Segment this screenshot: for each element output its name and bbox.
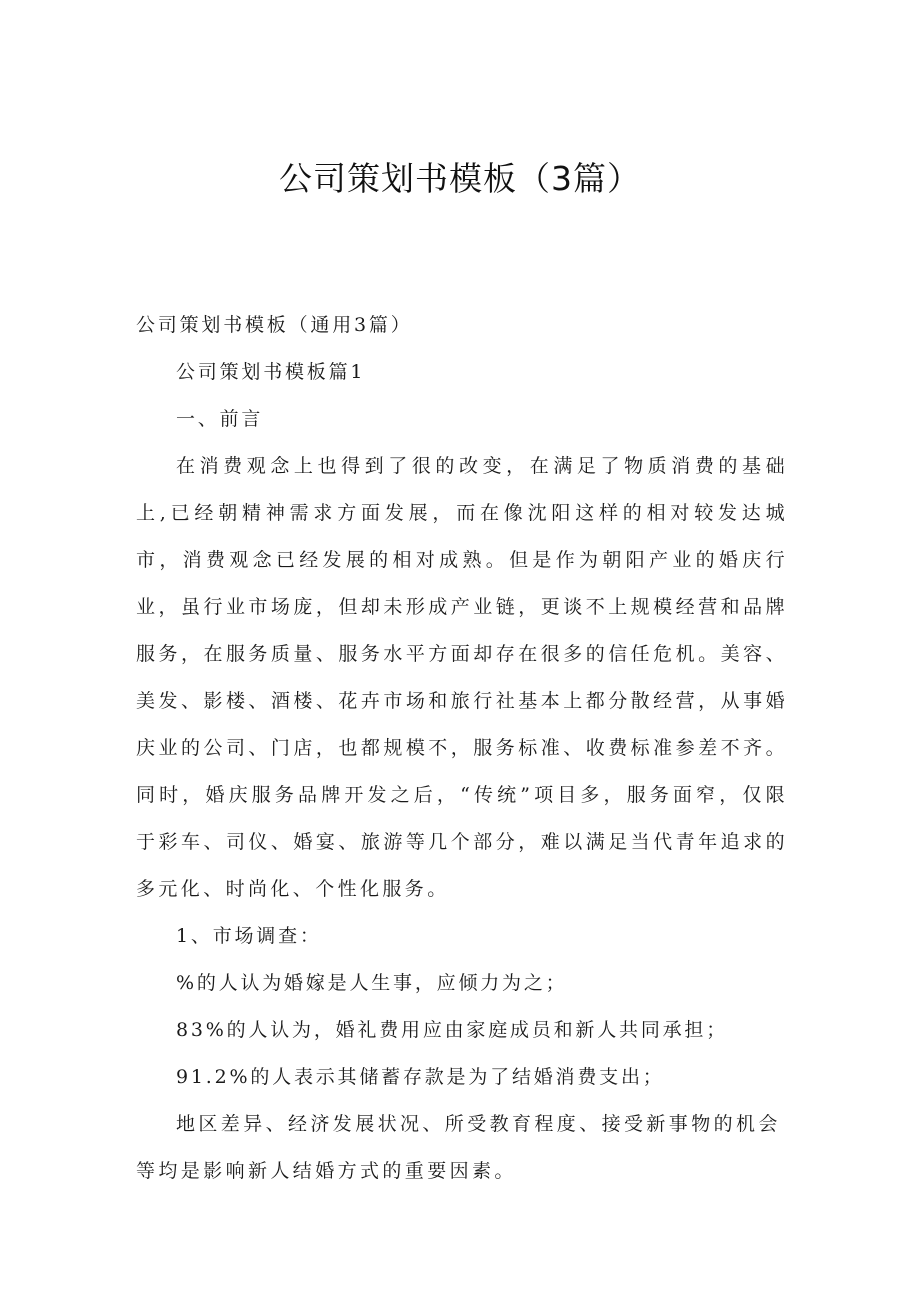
survey-item: 83%的人认为，婚礼费用应由家庭成员和新人共同承担； [176,1019,729,1041]
closing-line: 地区差异、经济发展状况、所受教育程度、接受新事物的机会 [176,1113,781,1135]
chapter-heading: 一、前言 [176,408,264,430]
document-body [136,302,788,1195]
document-subtitle: 公司策划书模板（通用3篇） [136,314,413,336]
survey-item: 91.2%的人表示其储蓄存款是为了结婚消费支出； [176,1066,665,1088]
section-heading: 公司策划书模板篇1 [176,361,366,383]
intro-paragraph: 在消费观念上也得到了很的改变，在满足了物质消费的基础上,已经朝精神需求方面发展，而在像沈阳这样的相对较发达城市，消费观念已经发展的相对成熟。但是作为朝阳产业的婚庆行业，虽行业市场庞，但却未形成产业链，更谈不上规模经营和品牌服务，在服务质量、服务水平方面却存在很多的信任危机。美容、美发、影楼、酒楼、花卉市场和旅行社基本上都分散经营，从事婚庆业的公司、门店，也都规模不，服务标准、收费标准参差不齐。同时，婚庆服务品牌开发之后，“传统”项目多，服务面窄，仅限于彩车、司仪、婚宴、旅游等几个部分，难以满足当代青年追求的多元化、时尚化、个性化服务。 [136,455,788,900]
survey-item: %的人认为婚嫁是人生事，应倾力为之； [176,972,568,994]
survey-heading: 1、市场调查： [176,925,322,947]
closing-line-continued: 等均是影响新人结婚方式的重要因素。 [136,1160,517,1182]
document-title: 公司策划书模板（3篇） [279,159,641,198]
